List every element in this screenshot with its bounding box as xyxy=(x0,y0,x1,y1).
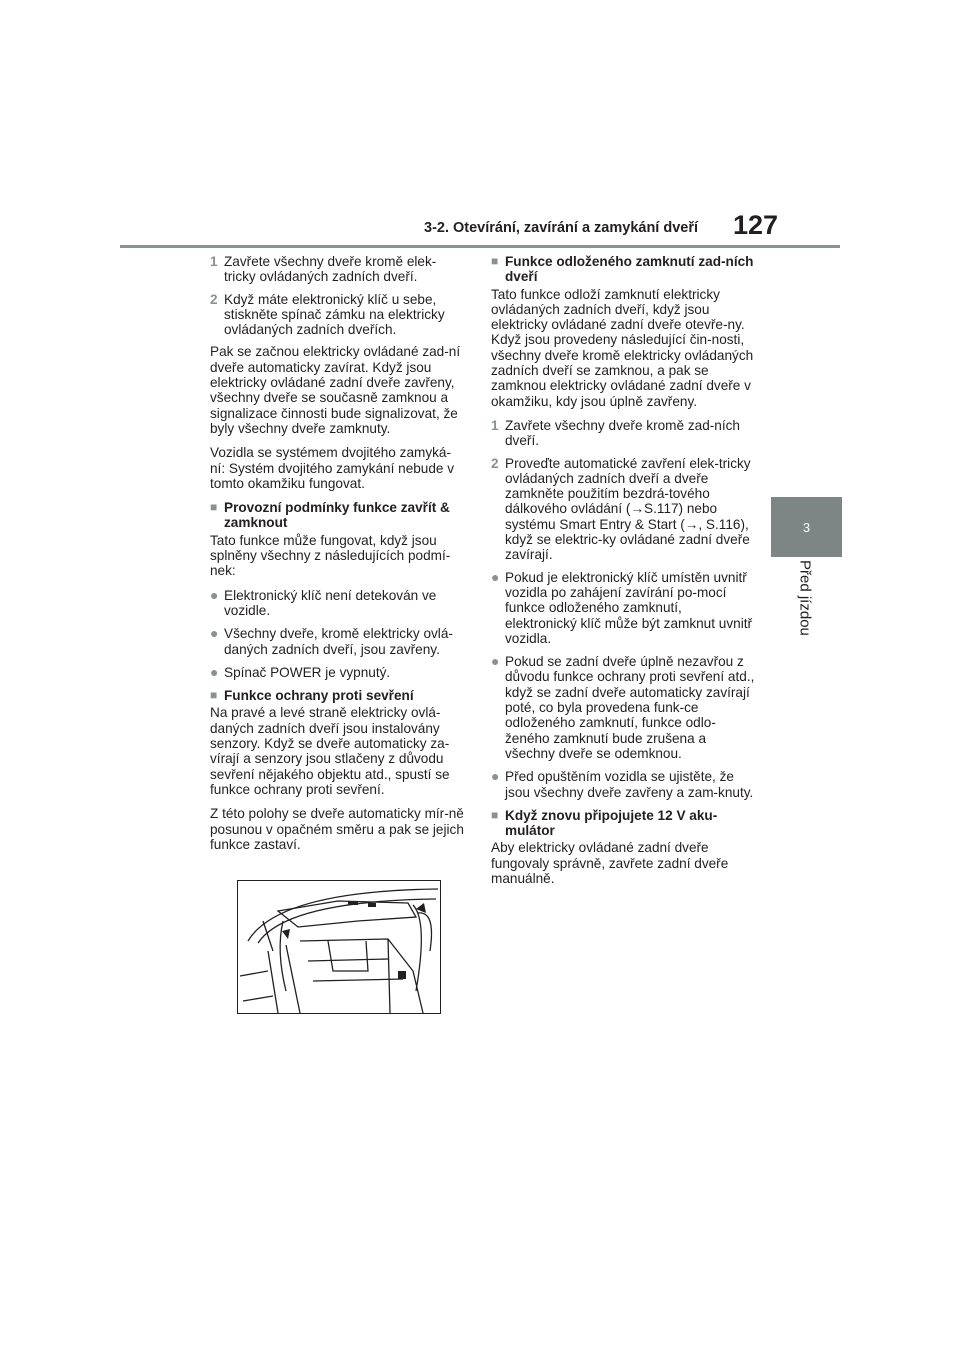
right-column xyxy=(491,254,756,895)
heading-text: Funkce odloženého zamknutí zad-ních dveří xyxy=(505,254,754,285)
paragraph: Z této polohy se dveře automaticky mír-ně posunou v opačném směru a pak se jejich funkce zastaví. xyxy=(210,806,464,852)
chapter-number-tab xyxy=(771,497,842,557)
heading-text: Provozní podmínky funkce zavřít & zamknout xyxy=(224,500,450,531)
step-item xyxy=(210,292,466,338)
paragraph: Vozidla se systémem dvojitého zamyká-ní: Systém dvojitého zamykání nebude v tomto okamžiku fungovat. xyxy=(210,445,455,491)
step-text: Zavřete všechny dveře kromě elek-tricky ovládaných zadních dveří. xyxy=(224,254,437,285)
chapter-number: 3 xyxy=(802,519,811,535)
step-number: 2 xyxy=(491,455,499,471)
paragraph: Tato funkce může fungovat, když jsou splněny všechny z následujících podmí-nek: xyxy=(210,532,451,579)
square-bullet-icon: ■ xyxy=(491,254,499,268)
round-bullet-icon: ● xyxy=(491,568,500,585)
section-title: 3-2. Otevírání, zavírání a zamykání dveří xyxy=(424,220,699,236)
round-bullet-icon: ● xyxy=(210,625,219,642)
heading-text: Funkce ochrany proti sevření xyxy=(224,688,414,704)
list-item xyxy=(210,626,466,657)
step-text: Proveďte automatické zavření elek-tricky ovládaných zadních dveří a dveře zamkněte použitím bezdrá-tového dálkového ovládání (→S.117) nebo systému Smart Entry & Start (→, S.116), když se elektric-ky ovládané zadní dveře zavírají. xyxy=(505,455,751,563)
list-item xyxy=(491,769,756,800)
left-column xyxy=(210,254,466,861)
section-heading xyxy=(210,688,466,703)
step-item xyxy=(491,418,756,449)
square-bullet-icon: ■ xyxy=(491,807,499,822)
step-text: Zavřete všechny dveře kromě zad-ních dveří. xyxy=(505,417,740,449)
list-item-text: Všechny dveře, kromě elektricky ovlá-daných zadních dveří, jsou zavřeny. xyxy=(224,626,453,657)
chapter-title-vertical xyxy=(775,560,835,710)
list-item xyxy=(210,665,466,680)
list-item-text: Před opuštěním vozidla se ujistěte, že jsou všechny dveře zavřeny a zam-knuty. xyxy=(505,769,754,800)
list-item-text: Pokud je elektronický klíč umístěn uvnitř vozidla po zahájení zavírání po-mocí funkce odloženého zamknutí, elektronický klíč může být zamknut uvnitř vozidla. xyxy=(505,569,753,646)
tailgate-drawing xyxy=(238,881,441,1014)
round-bullet-icon: ● xyxy=(210,663,219,680)
header-divider xyxy=(120,245,840,248)
section-heading xyxy=(491,808,756,839)
list-item-text: Pokud se zadní dveře úplně nezavřou z důvodu funkce ochrany proti sevření atd., když se zadní dveře automaticky zavírají poté, co byla provedena funk-ce odloženého zamknutí, funkce odlo-ženého zamknutí bude zrušena a všechny dveře se odemknou. xyxy=(505,654,755,761)
step-number: 1 xyxy=(491,417,499,433)
list-item xyxy=(491,654,756,761)
step-number: 2 xyxy=(210,291,218,307)
paragraph: Pak se začnou elektricky ovládané zad-ní dveře automaticky zavírat. Když jsou elektricky ovládané zadní dveře zavřeny, všechny dveře se současně zamknou a signalizace činnosti bude signalizovat, že byly všechny dveře zamknuty. xyxy=(210,344,461,436)
list-item xyxy=(210,588,466,619)
heading-text: Když znovu připojujete 12 V aku-mulátor xyxy=(505,807,718,839)
square-bullet-icon: ■ xyxy=(210,688,218,703)
paragraph: Tato funkce odloží zamknutí elektricky ovládaných zadních dveří, když jsou elektricky ovládané zadní dveře otevře-ny. Když jsou provedeny následující čin-nosti, všechny dveře kromě elektricky ovládaných zadních dveří se zamknou, a pak se zamknou elektricky ovládané zadní dveře v okamžiku, kdy jsou úplně zavřeny. xyxy=(491,286,754,409)
list-item xyxy=(491,570,756,646)
page-number: 127 xyxy=(733,210,779,240)
paragraph: Na pravé a levé straně elektricky ovlá-daných zadních dveří jsou instalovány senzory. Když se dveře automaticky za-vírají a senzory jsou stlačeny z důvodu sevření nějakého objektu atd., spustí se funkce ochrany proti sevření. xyxy=(210,705,450,797)
step-item xyxy=(210,254,466,285)
square-bullet-icon: ■ xyxy=(210,500,218,515)
round-bullet-icon: ● xyxy=(491,768,500,785)
section-heading xyxy=(491,254,756,285)
chapter-title: Před jízdou xyxy=(796,560,814,636)
round-bullet-icon: ● xyxy=(491,653,500,670)
tailgate-illustration xyxy=(237,880,441,1014)
step-number: 1 xyxy=(210,254,218,269)
paragraph: Aby elektricky ovládané zadní dveře fungovaly správně, zavřete zadní dveře manuálně. xyxy=(491,840,729,886)
round-bullet-icon: ● xyxy=(210,586,219,603)
section-heading xyxy=(210,500,466,531)
step-text: Když máte elektronický klíč u sebe, stiskněte spínač zámku na elektricky ovládaných zadních dveřích. xyxy=(224,291,445,338)
list-item-text: Elektronický klíč není detekován ve vozidle. xyxy=(224,587,437,618)
list-item-text: Spínač POWER je vypnutý. xyxy=(224,664,391,680)
step-item xyxy=(491,456,756,563)
